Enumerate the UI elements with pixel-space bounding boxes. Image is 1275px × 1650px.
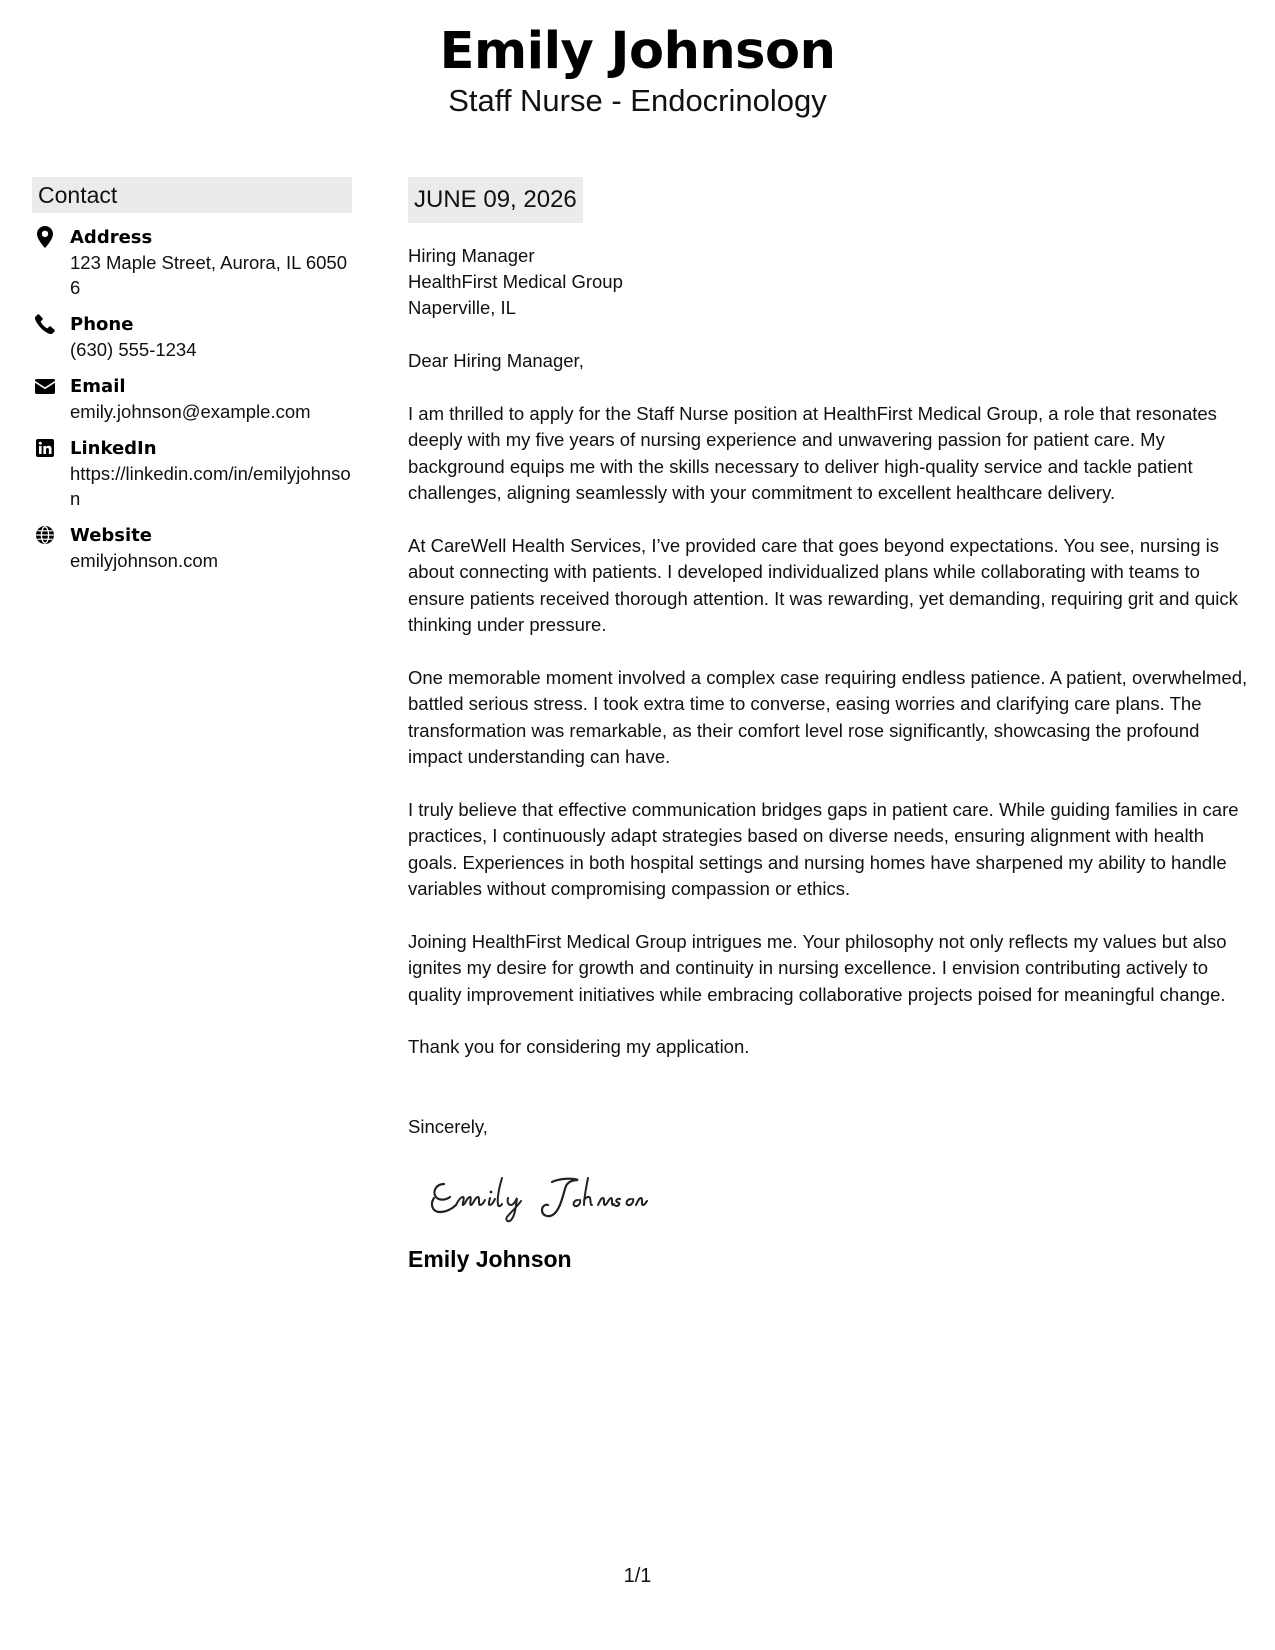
phone-value: (630) 555-1234 xyxy=(70,339,197,360)
letter-paragraph: Joining HealthFirst Medical Group intrigues me. Your philosophy not only reflects my values but also ignites my desire for growth and continuity in nursing excellence. I envision contributing actively to quality improvement initiatives while embracing collaborative projects poised for meaningful change. xyxy=(408,930,1227,1005)
recipient-block xyxy=(408,243,1256,321)
contact-item-address xyxy=(32,225,352,300)
applicant-title: Staff Nurse - Endocrinology xyxy=(448,83,827,118)
applicant-name: Emily Johnson xyxy=(439,22,836,81)
recipient-line: Naperville, IL xyxy=(408,297,516,318)
recipient-line: Hiring Manager xyxy=(408,245,535,266)
contact-item-website xyxy=(32,523,352,573)
globe-icon xyxy=(34,524,56,546)
signoff: Sincerely, xyxy=(408,1115,488,1137)
map-pin-icon xyxy=(34,226,56,248)
address-label: Address xyxy=(70,227,153,248)
letter-date: JUNE 09, 2026 xyxy=(408,177,583,223)
signer-name: Emily Johnson xyxy=(408,1246,572,1272)
contact-item-email xyxy=(32,374,352,424)
letter-paragraph: I am thrilled to apply for the Staff Nurse position at HealthFirst Medical Group, a role that resonates deeply with my five years of nursing experience and unwavering passion for patient care. My background equips me with the skills necessary to deliver high-quality service and tackle patient challenges, aligning seamlessly with your commitment to excellent healthcare delivery. xyxy=(408,402,1217,503)
linkedin-icon xyxy=(34,437,56,459)
email-label: Email xyxy=(70,376,126,397)
email-value: emily.johnson@example.com xyxy=(70,401,311,422)
letter-paragraph: One memorable moment involved a complex case requiring endless patience. A patient, overwhelmed, battled serious stress. I took extra time to converse, easing worries and clarifying care plans. The transformation was remarkable, as their comfort level rose significantly, showcasing the profound impact understanding can have. xyxy=(408,666,1248,767)
email-icon xyxy=(34,375,56,397)
contact-sidebar xyxy=(32,177,352,573)
salutation: Dear Hiring Manager, xyxy=(408,350,584,371)
letter-paragraph: I truly believe that effective communication bridges gaps in patient care. While guiding families in care practices, I continuously adapt strategies based on diverse needs, ensuring alignment with health goals. Experiences in both hospital settings and nursing homes have sharpened my ability to handle variables without compromising compassion or ethics. xyxy=(408,798,1239,899)
contact-heading: Contact xyxy=(32,177,352,213)
contact-item-phone xyxy=(32,312,352,362)
contact-item-linkedin xyxy=(32,436,352,511)
phone-label: Phone xyxy=(70,314,134,335)
closing-line: Thank you for considering my application. xyxy=(408,1036,750,1057)
linkedin-label: LinkedIn xyxy=(70,438,157,459)
phone-icon xyxy=(34,313,56,335)
letter-paragraph: At CareWell Health Services, I’ve provided care that goes beyond expectations. You see, nursing is about connecting with patients. I developed individualized plans while collaborating with teams to ensure patients received thorough attention. It was rewarding, yet demanding, requiring grit and quick thinking under pressure. xyxy=(408,534,1238,635)
handwritten-signature xyxy=(422,1168,662,1228)
linkedin-value[interactable]: https://linkedin.com/in/emilyjohnson xyxy=(70,463,351,509)
letter-body xyxy=(408,177,1256,1274)
website-label: Website xyxy=(70,525,153,546)
page-number: 1/1 xyxy=(623,1565,652,1587)
website-value[interactable]: emilyjohnson.com xyxy=(70,550,219,571)
address-value: 123 Maple Street, Aurora, IL 60506 xyxy=(70,252,347,298)
recipient-line: HealthFirst Medical Group xyxy=(408,271,623,292)
letter-header xyxy=(0,22,1275,120)
